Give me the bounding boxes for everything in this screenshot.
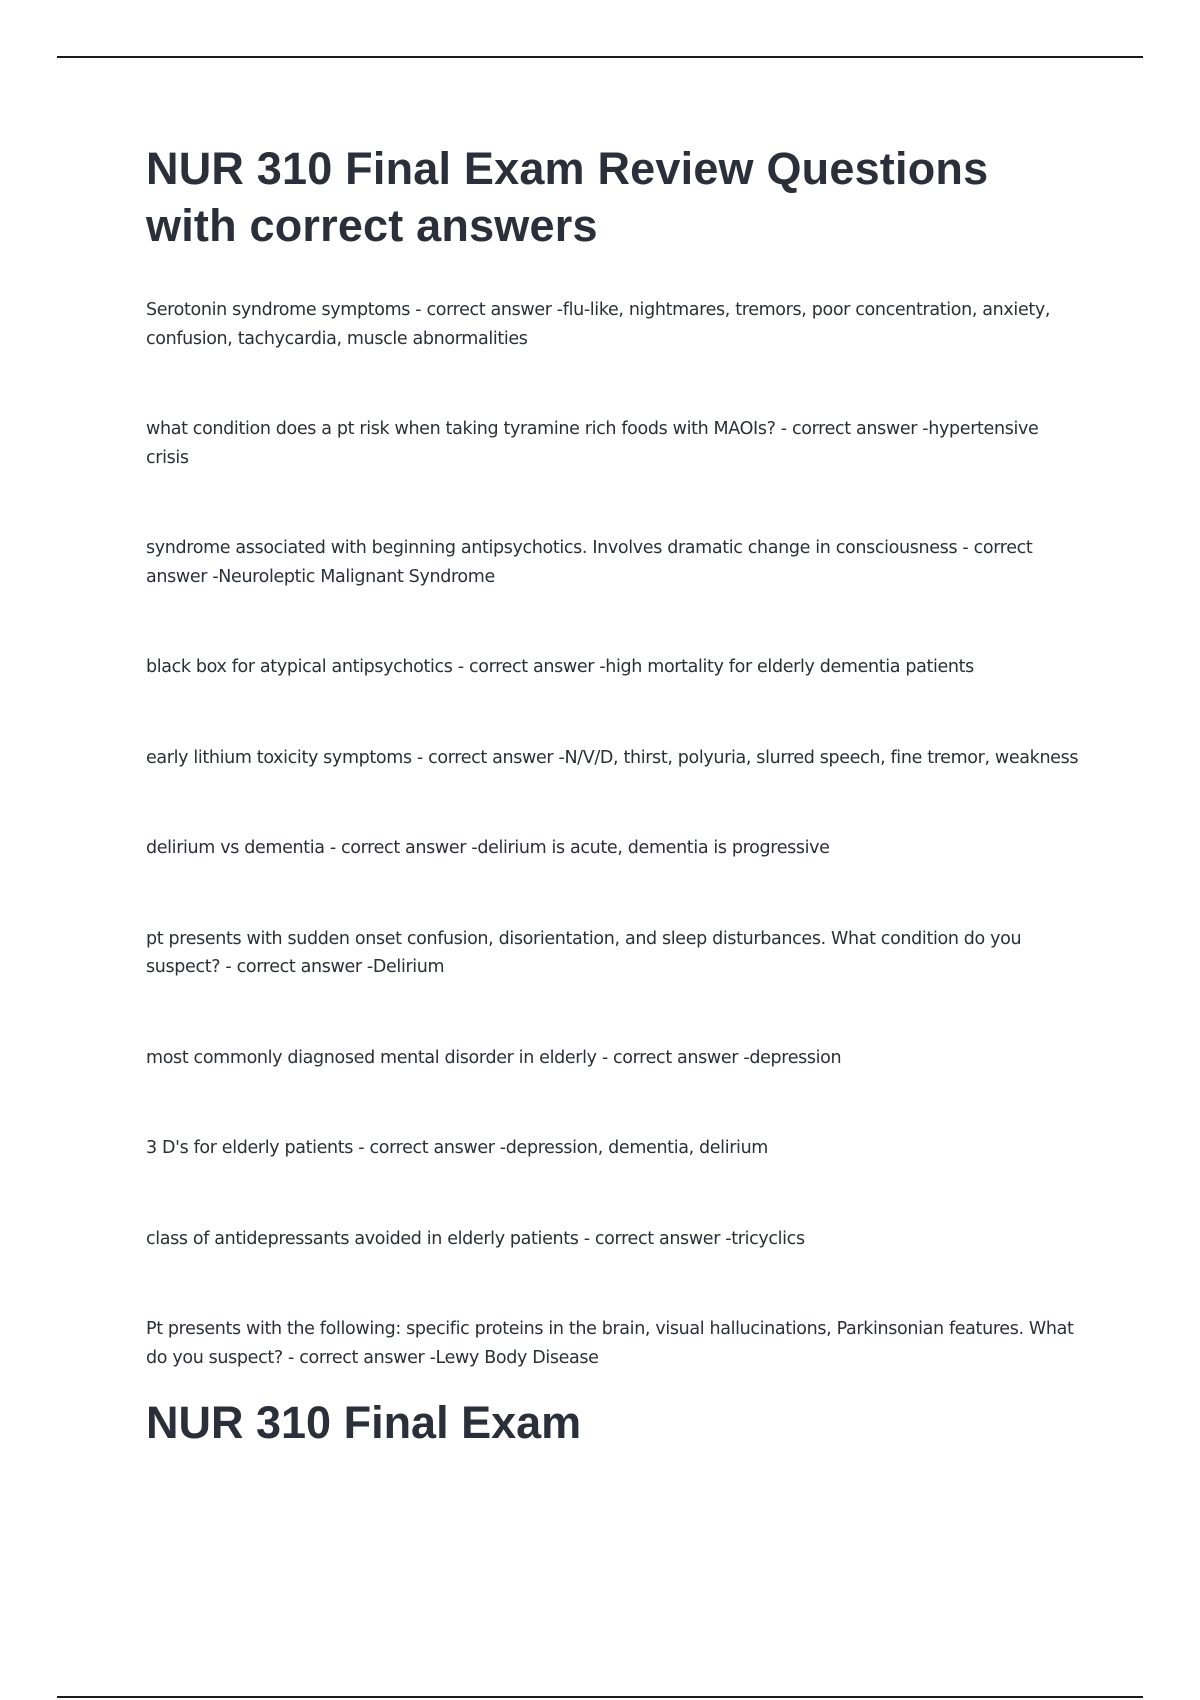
footer-heading: NUR 310 Final Exam (146, 1397, 582, 1448)
qa-item-8: most commonly diagnosed mental disorder in elderly - correct answer -depression (146, 1047, 842, 1068)
qa-item-11: Pt presents with the following: specific proteins in the brain, visual hallucinations, Parkinsonian features. What do you suspect? - correct answer -Lewy Body Disease (146, 1319, 1074, 1368)
qa-item-7: pt presents with sudden onset confusion, disorientation, and sleep disturbances. What condition do you suspect? - correct answer -Delirium (146, 928, 1022, 977)
qa-item-6: delirium vs dementia - correct answer -delirium is acute, dementia is progressive (146, 838, 830, 858)
qa-item-1: Serotonin syndrome symptoms - correct answer -flu-like, nightmares, tremors, poor concentration, anxiety, confusion, tachycardia, muscle abnormalities (146, 300, 1051, 349)
bottom-divider (57, 1696, 1143, 1698)
qa-item-2: what condition does a pt risk when taking tyramine rich foods with MAOIs? - correct answer -hypertensive crisis (146, 419, 1039, 468)
page-title: NUR 310 Final Exam Review Questions with correct answers (146, 143, 989, 251)
qa-item-10: class of antidepressants avoided in elderly patients - correct answer -tricyclics (146, 1228, 805, 1249)
qa-item-4: black box for atypical antipsychotics - correct answer -high mortality for elderly dementia patients (146, 657, 974, 677)
qa-item-5: early lithium toxicity symptoms - correct answer -N/V/D, thirst, polyuria, slurred speech, fine tremor, weakness (146, 747, 1079, 768)
qa-item-9: 3 D's for elderly patients - correct answer -depression, dementia, delirium (146, 1138, 769, 1158)
document-body (146, 140, 1086, 1451)
qa-item-3: syndrome associated with beginning antipsychotics. Involves dramatic change in consciousness - correct answer -Neuroleptic Malignant Syndrome (146, 538, 1033, 587)
top-divider (57, 56, 1143, 58)
qa-list (146, 296, 1086, 1372)
